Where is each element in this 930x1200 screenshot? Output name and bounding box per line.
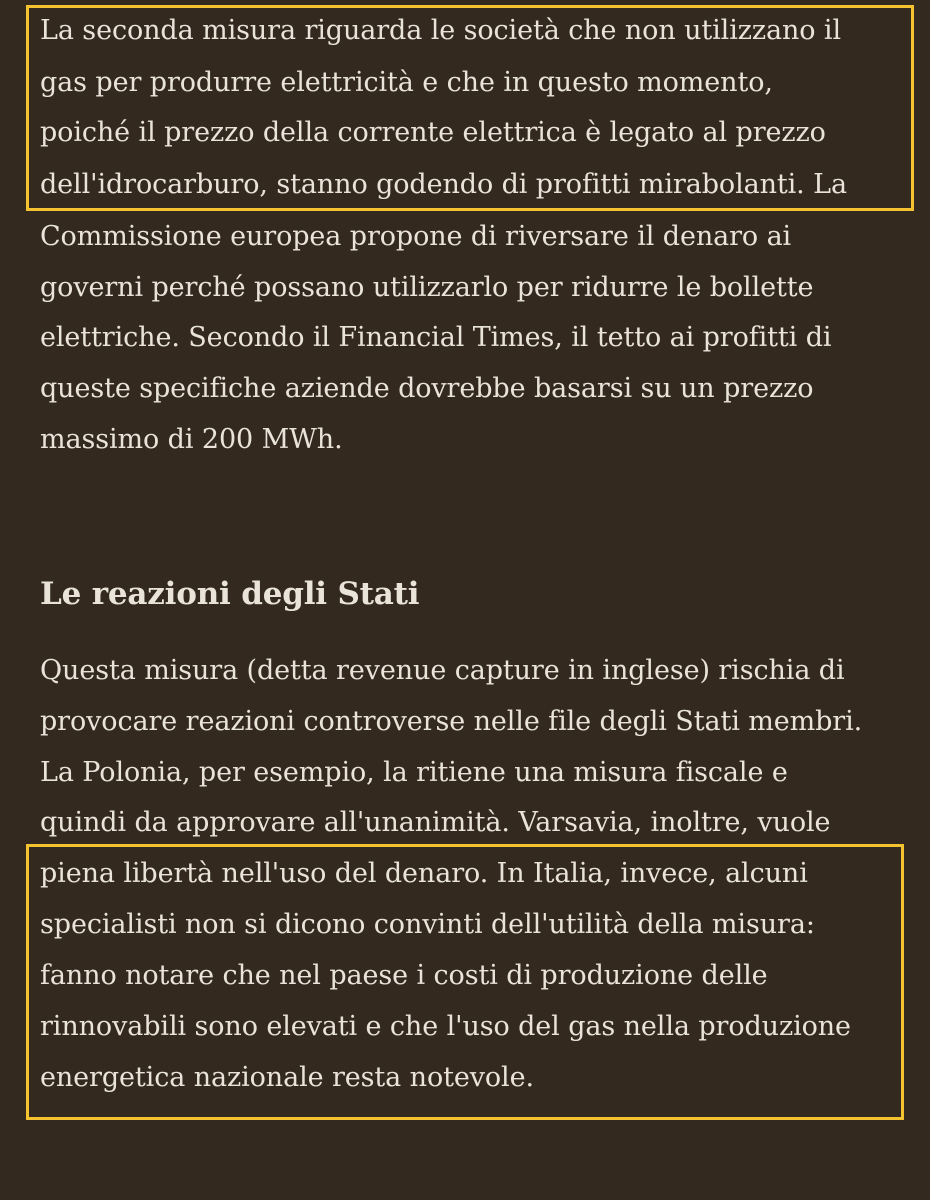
paragraph-line: quindi da approvare all'unanimità. Varsavia, inoltre, vuole (40, 807, 831, 838)
paragraph-line: Questa misura (detta revenue capture in inglese) rischia di (40, 655, 845, 686)
paragraph-line: poiché il prezzo della corrente elettrica è legato al prezzo (40, 117, 826, 148)
paragraph-line: dell'idrocarburo, stanno godendo di profitti mirabolanti. La (40, 169, 847, 200)
paragraph-line: elettriche. Secondo il Financial Times, il tetto ai profitti di (40, 322, 832, 353)
paragraph-line: Commissione europea propone di riversare il denaro ai (40, 221, 792, 252)
paragraph-line: La Polonia, per esempio, la ritiene una misura fiscale e (40, 757, 788, 788)
paragraph-line: specialisti non si dicono convinti dell'utilità della misura: (40, 909, 815, 940)
paragraph-line: gas per produrre elettricità e che in questo momento, (40, 67, 773, 98)
paragraph-line: fanno notare che nel paese i costi di produzione delle (40, 960, 768, 991)
paragraph-line: energetica nazionale resta notevole. (40, 1062, 534, 1093)
paragraph-line: massimo di 200 MWh. (40, 424, 343, 455)
paragraph-line: piena libertà nell'uso del denaro. In Italia, invece, alcuni (40, 858, 808, 889)
section-heading: Le reazioni degli Stati (40, 576, 420, 612)
paragraph-line: governi perché possano utilizzarlo per ridurre le bollette (40, 272, 814, 303)
paragraph-line: La seconda misura riguarda le società che non utilizzano il (40, 15, 841, 46)
paragraph-line: queste specifiche aziende dovrebbe basarsi su un prezzo (40, 373, 814, 404)
paragraph-line: rinnovabili sono elevati e che l'uso del gas nella produzione (40, 1011, 851, 1042)
paragraph-line: provocare reazioni controverse nelle file degli Stati membri. (40, 706, 863, 737)
